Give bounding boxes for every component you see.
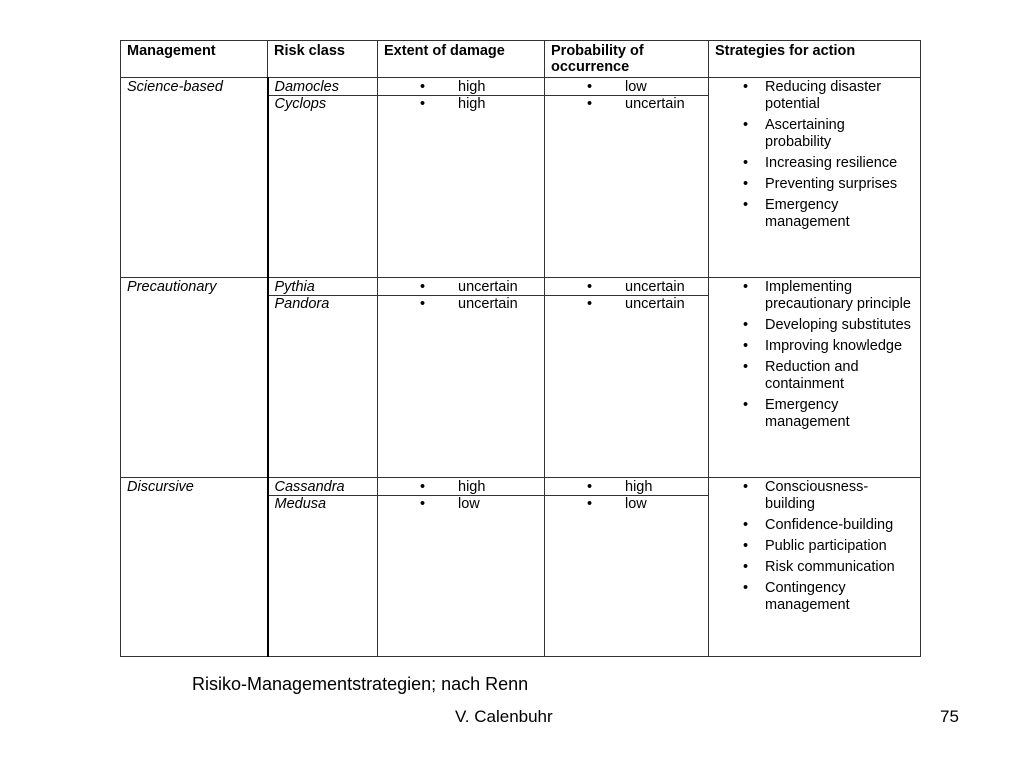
extent-cell	[378, 478, 545, 657]
bullet-icon: •	[587, 279, 593, 296]
probability-value-row	[551, 296, 702, 312]
risk-management-table	[120, 40, 921, 657]
risk-class-cell	[268, 78, 378, 278]
bullet-icon: •	[587, 496, 593, 513]
bullet-icon: •	[743, 117, 749, 133]
strategy-item	[715, 397, 914, 431]
strategy-text: Emergency management	[765, 397, 850, 431]
strategies-list	[715, 479, 914, 614]
bullet-icon: •	[743, 79, 749, 95]
bullet-icon: •	[743, 155, 749, 171]
management-label: Precautionary	[127, 279, 217, 296]
risk-class-name: Pythia	[269, 279, 378, 296]
strategies-list	[715, 279, 914, 431]
extent-value: high	[458, 79, 486, 95]
strategy-item	[715, 538, 914, 555]
probability-value: high	[625, 479, 653, 496]
probability-cell	[545, 478, 709, 657]
table-row	[121, 478, 921, 657]
probability-cell	[545, 78, 709, 278]
risk-class-cell	[268, 278, 378, 478]
extent-cell	[378, 278, 545, 478]
probability-value: uncertain	[625, 279, 685, 296]
bullet-icon: •	[587, 79, 593, 95]
header-strategies: Strategies for action	[709, 41, 921, 78]
strategy-item	[715, 176, 914, 193]
bullet-icon: •	[587, 479, 593, 496]
strategy-text: Reduction and containment	[765, 359, 859, 393]
header-row	[121, 41, 921, 78]
extent-value: uncertain	[458, 296, 518, 313]
bullet-icon: •	[420, 96, 426, 112]
extent-value: high	[458, 96, 486, 112]
header-risk-class: Risk class	[268, 41, 378, 78]
bullet-icon: •	[420, 296, 426, 313]
strategy-text: Implementing precautionary principle	[765, 279, 911, 313]
risk-class-name: Damocles	[269, 79, 378, 96]
bullet-icon: •	[743, 580, 749, 597]
extent-value-row	[378, 479, 544, 496]
strategy-text: Risk communication	[765, 559, 895, 576]
bullet-icon: •	[420, 279, 426, 296]
bullet-icon: •	[743, 197, 749, 213]
strategy-item	[715, 580, 914, 614]
page-number: 75	[940, 707, 959, 726]
strategy-item	[715, 517, 914, 534]
probability-value-row	[551, 496, 702, 512]
extent-value-row	[384, 496, 538, 512]
strategy-text: Confidence-building	[765, 517, 894, 534]
strategy-text: Emergency management	[765, 197, 850, 230]
strategy-item	[715, 317, 914, 334]
bullet-icon: •	[743, 517, 749, 534]
bullet-icon: •	[743, 538, 749, 555]
probability-value: low	[625, 79, 647, 95]
bullet-icon: •	[420, 79, 426, 95]
strategy-text: Contingency management	[765, 580, 850, 614]
strategy-text: Reducing disaster potential	[765, 79, 882, 112]
strategy-text: Ascertaining probability	[765, 117, 845, 150]
author: V. Calenbuhr	[455, 707, 553, 726]
probability-value-row	[545, 79, 708, 96]
bullet-icon: •	[743, 279, 749, 296]
risk-class-name: Medusa	[274, 496, 327, 513]
probability-value-row	[545, 279, 708, 296]
bullet-icon: •	[420, 496, 426, 513]
strategy-text: Developing substitutes	[765, 317, 911, 334]
bullet-icon: •	[420, 479, 426, 496]
extent-value: uncertain	[458, 279, 518, 296]
strategy-item	[715, 155, 914, 172]
bullet-icon: •	[743, 176, 749, 192]
risk-class-name: Cassandra	[269, 479, 378, 496]
strategies-cell	[709, 278, 921, 478]
header-probability: Probability of occurrence	[545, 41, 709, 78]
probability-value: uncertain	[625, 296, 685, 313]
header-management: Management	[121, 41, 268, 78]
strategy-text: Public participation	[765, 538, 887, 555]
extent-value-row	[378, 279, 544, 296]
management-cell	[121, 78, 268, 278]
probability-cell	[545, 278, 709, 478]
management-label: Science-based	[127, 79, 223, 95]
bullet-icon: •	[587, 96, 593, 112]
strategies-list	[715, 79, 914, 231]
strategies-cell	[709, 478, 921, 657]
bullet-icon: •	[587, 296, 593, 313]
extent-value-row	[384, 296, 538, 312]
extent-value-row	[384, 96, 538, 112]
risk-class-name: Cyclops	[274, 96, 327, 112]
strategy-text: Consciousness-building	[765, 479, 869, 513]
strategy-text: Increasing resilience	[765, 155, 898, 171]
bullet-icon: •	[743, 317, 749, 334]
strategy-item	[715, 479, 914, 513]
probability-value: low	[625, 496, 647, 513]
strategy-item	[715, 79, 914, 113]
strategy-item	[715, 197, 914, 231]
bullet-icon: •	[743, 338, 749, 355]
extent-value: high	[458, 479, 486, 496]
strategy-text: Preventing surprises	[765, 176, 898, 192]
strategy-text: Improving knowledge	[765, 338, 903, 355]
probability-value-row	[551, 96, 702, 112]
bullet-icon: •	[743, 359, 749, 376]
bullet-icon: •	[743, 479, 749, 496]
strategies-cell	[709, 78, 921, 278]
probability-value-row	[545, 479, 708, 496]
strategy-item	[715, 338, 914, 355]
probability-value: uncertain	[625, 96, 685, 112]
extent-value: low	[458, 496, 480, 513]
caption: Risiko-Managementstrategien; nach Renn	[192, 674, 529, 694]
table-row	[121, 78, 921, 278]
header-extent-of-damage: Extent of damage	[378, 41, 545, 78]
table-body	[121, 78, 921, 657]
bullet-icon: •	[743, 397, 749, 414]
strategy-item	[715, 559, 914, 576]
management-cell	[121, 278, 268, 478]
risk-class-cell	[268, 478, 378, 657]
extent-cell	[378, 78, 545, 278]
management-cell	[121, 478, 268, 657]
risk-class-name: Pandora	[274, 296, 330, 313]
strategy-item	[715, 359, 914, 393]
extent-value-row	[378, 79, 544, 96]
strategy-item	[715, 279, 914, 313]
strategy-item	[715, 117, 914, 151]
table-row	[121, 278, 921, 478]
management-label: Discursive	[127, 479, 194, 496]
bullet-icon: •	[743, 559, 749, 576]
